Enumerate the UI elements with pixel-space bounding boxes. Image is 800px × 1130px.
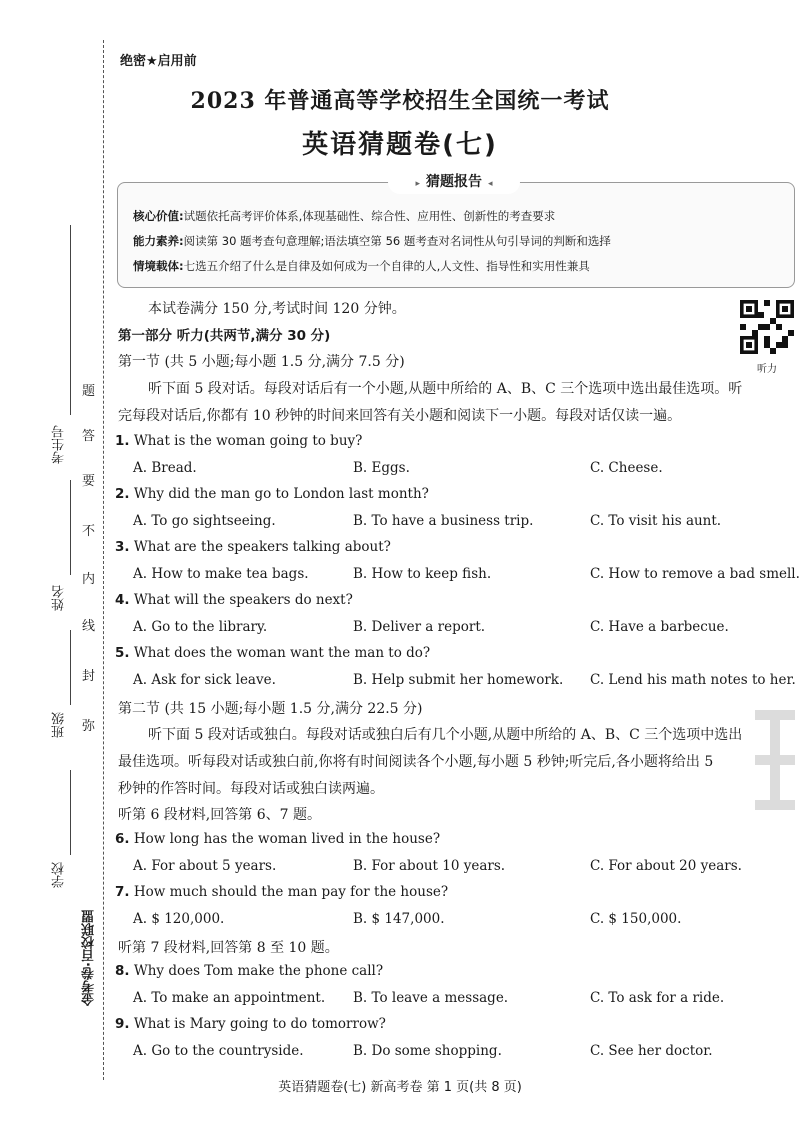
question-text: How much should the man pay for the house?	[133, 884, 449, 900]
question-text: What is Mary going to do tomorrow?	[133, 1016, 386, 1032]
option-c[interactable]: C. Lend his math notes to her.	[590, 672, 796, 688]
option-a[interactable]: A. $ 120,000.	[133, 911, 225, 927]
option-c[interactable]: C. Have a barbecue.	[590, 619, 729, 635]
option-b[interactable]: B. To have a business trip.	[353, 513, 534, 529]
question	[115, 592, 353, 608]
option-b[interactable]: B. $ 147,000.	[353, 911, 445, 927]
question	[115, 963, 383, 979]
qr-code-icon[interactable]	[740, 300, 794, 354]
question-text: What is the woman going to buy?	[133, 433, 363, 449]
seal-char: 线	[82, 619, 96, 634]
seal-char: 题	[82, 384, 96, 399]
seal-char: 封	[82, 669, 96, 684]
exam-intro: 本试卷满分 150 分,考试时间 120 分钟。	[148, 301, 406, 317]
report-row	[133, 258, 590, 274]
option-c[interactable]: C. $ 150,000.	[590, 911, 682, 927]
option-a[interactable]: A. To go sightseeing.	[133, 513, 276, 529]
watermark-graphic	[745, 705, 800, 815]
report-row-text: 试题依托高考评价体系,体现基础性、综合性、应用性、创新性的考查要求	[183, 209, 556, 223]
question-text: How long has the woman lived in the house?	[133, 831, 441, 847]
question-number: 6.	[115, 831, 130, 847]
report-row	[133, 233, 611, 249]
question-number: 8.	[115, 963, 130, 979]
seal-char: 答	[82, 429, 96, 444]
question-number: 3.	[115, 539, 130, 555]
section1-instruction: 完每段对话后,你都有 10 秒钟的时间来回答有关小题和阅读下一小题。每段对话仅读一遍。	[118, 408, 682, 424]
option-c[interactable]: C. For about 20 years.	[590, 858, 742, 874]
option-a[interactable]: A. How to make tea bags.	[133, 566, 309, 582]
page-footer: 英语猜题卷(七) 新高考卷 第 1 页(共 8 页)	[278, 1080, 522, 1095]
exam-title: 2023 年普通高等学校招生全国统一考试	[190, 88, 610, 114]
exam-subtitle: 英语猜题卷(七)	[302, 130, 498, 160]
question-text: What are the speakers talking about?	[133, 539, 391, 555]
question-number: 4.	[115, 592, 130, 608]
section1-title: 第一节 (共 5 小题;每小题 1.5 分,满分 7.5 分)	[118, 354, 405, 370]
option-c[interactable]: C. To ask for a ride.	[590, 990, 725, 1006]
class-field[interactable]	[70, 630, 71, 705]
option-a[interactable]: A. Ask for sick leave.	[133, 672, 276, 688]
option-c[interactable]: C. To visit his aunt.	[590, 513, 722, 529]
question-text: Why does Tom make the phone call?	[133, 963, 384, 979]
option-a[interactable]: A. Go to the library.	[133, 619, 268, 635]
option-a[interactable]: A. To make an appointment.	[133, 990, 326, 1006]
section2-instruction: 秒钟的作答时间。每段对话或独白读两遍。	[118, 781, 384, 797]
option-a[interactable]: A. For about 5 years.	[133, 858, 277, 874]
seal-char: 弥	[82, 719, 96, 734]
option-a[interactable]: A. Go to the countryside.	[133, 1043, 304, 1059]
option-c[interactable]: C. How to remove a bad smell.	[590, 566, 800, 582]
seal-char: 不	[82, 524, 96, 539]
option-c[interactable]: C. Cheese.	[590, 460, 663, 476]
option-b[interactable]: B. Help submit her homework.	[353, 672, 564, 688]
question	[115, 645, 430, 661]
name-field[interactable]	[70, 480, 71, 575]
exam-no-field[interactable]	[70, 225, 71, 415]
exam-no-label: 考生号	[52, 425, 67, 464]
option-b[interactable]: B. Eggs.	[353, 460, 410, 476]
question-number: 7.	[115, 884, 130, 900]
report-row-label: 情境载体:	[133, 259, 184, 273]
report-row-text: 阅读第 30 题考查句意理解;语法填空第 56 题考查对名词性从句引导词的判断和选择	[183, 234, 611, 248]
question-number: 2.	[115, 486, 130, 502]
question	[115, 884, 448, 900]
seal-char: 要	[82, 474, 96, 489]
report-tab-label: 猜题报告	[426, 174, 482, 190]
question	[115, 433, 362, 449]
report-row	[133, 208, 555, 224]
option-b[interactable]: B. Deliver a report.	[353, 619, 486, 635]
school-field[interactable]	[70, 770, 71, 855]
question	[115, 539, 391, 555]
option-b[interactable]: B. Do some shopping.	[353, 1043, 502, 1059]
binding-line	[103, 40, 104, 1080]
material-6-note: 听第 6 段材料,回答第 6、7 题。	[118, 807, 321, 823]
section2-instruction: 最佳选项。听每段对话或独白前,你将有时间阅读各个小题,每小题 5 秒钟;听完后,各小题将给出 5	[118, 754, 714, 770]
alliance-label: 金考卷·百校联盟	[82, 910, 97, 1006]
material-7-note: 听第 7 段材料,回答第 8 至 10 题。	[118, 940, 339, 956]
section1-instruction: 听下面 5 段对话。每段对话后有一个小题,从题中所给的 A、B、C 三个选项中选出最佳选项。听	[148, 381, 743, 397]
seal-char: 内	[82, 572, 96, 587]
report-row-label: 能力素养:	[133, 234, 184, 248]
section2-title: 第二节 (共 15 小题;每小题 1.5 分,满分 22.5 分)	[118, 701, 423, 717]
question	[115, 1016, 386, 1032]
question-text: Why did the man go to London last month?	[133, 486, 429, 502]
question-number: 9.	[115, 1016, 130, 1032]
question	[115, 831, 440, 847]
option-b[interactable]: B. How to keep fish.	[353, 566, 492, 582]
question-number: 5.	[115, 645, 130, 661]
section2-instruction: 听下面 5 段对话或独白。每段对话或独白后有几个小题,从题中所给的 A、B、C 三个选项中选出	[148, 727, 743, 743]
report-tab	[388, 170, 520, 194]
report-row-text: 七选五介绍了什么是自律及如何成为一个自律的人,人文性、指导性和实用性兼具	[183, 259, 590, 273]
school-label: 学校	[52, 862, 67, 888]
tab-arrow-left-icon: ◂	[488, 179, 493, 189]
report-row-label: 核心价值:	[133, 209, 184, 223]
secret-label: 绝密★启用前	[120, 54, 197, 69]
option-c[interactable]: C. See her doctor.	[590, 1043, 713, 1059]
question	[115, 486, 429, 502]
qr-label: 听力	[757, 364, 777, 375]
class-label: 班级	[52, 712, 67, 738]
part1-title: 第一部分 听力(共两节,满分 30 分)	[118, 328, 331, 344]
tab-arrow-right-icon: ▸	[415, 179, 420, 189]
question-number: 1.	[115, 433, 130, 449]
option-b[interactable]: B. For about 10 years.	[353, 858, 506, 874]
option-b[interactable]: B. To leave a message.	[353, 990, 509, 1006]
option-a[interactable]: A. Bread.	[133, 460, 197, 476]
question-text: What does the woman want the man to do?	[133, 645, 431, 661]
question-text: What will the speakers do next?	[133, 592, 353, 608]
name-label: 姓名	[52, 585, 67, 611]
